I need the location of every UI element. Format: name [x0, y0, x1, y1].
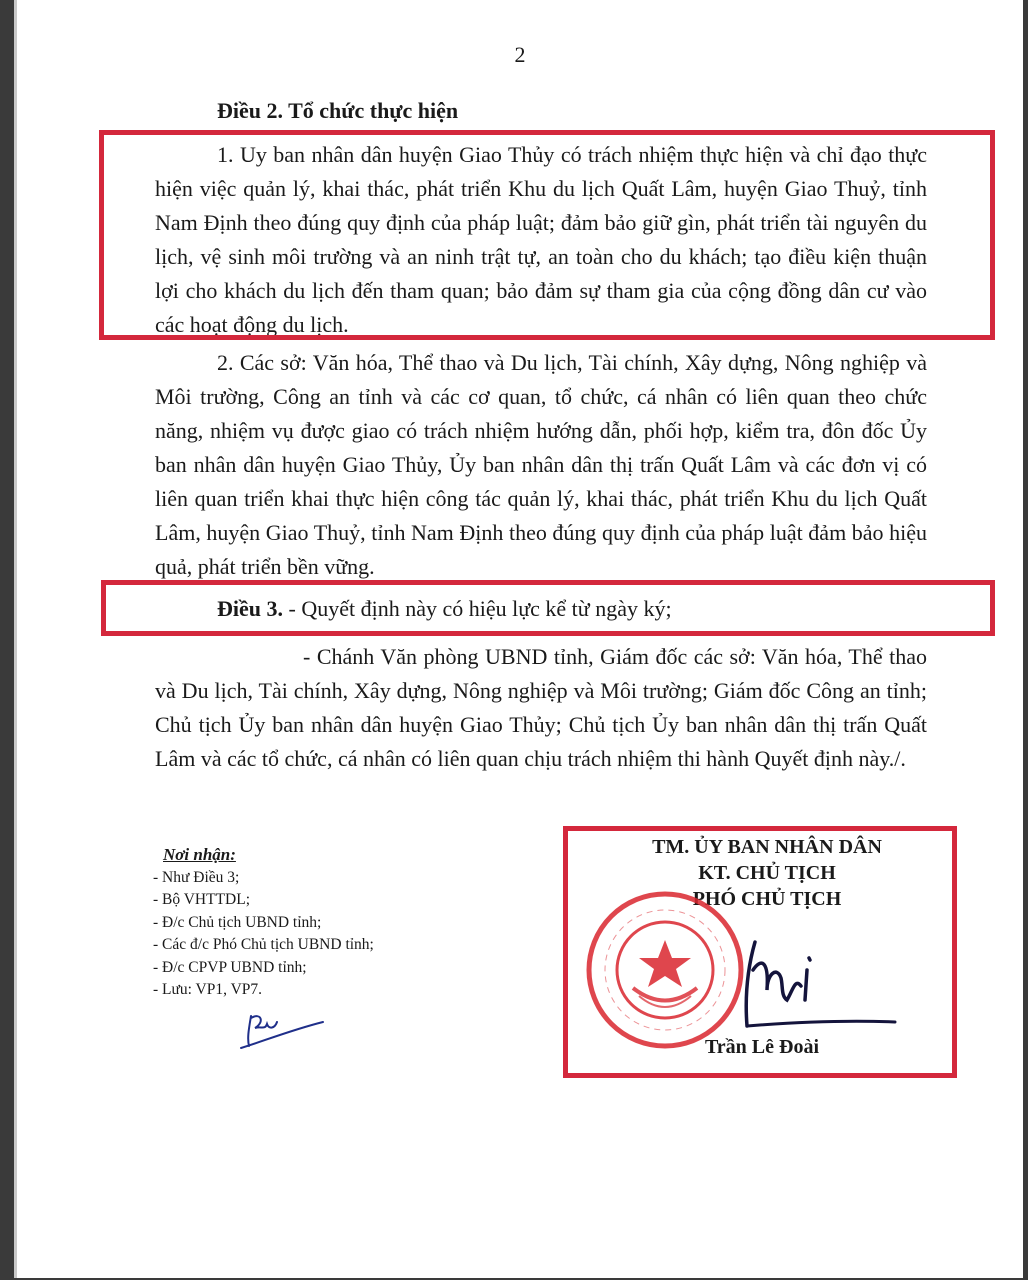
- recipient-item: - Các đ/c Phó Chủ tịch UBND tỉnh;: [153, 936, 374, 953]
- highlight-box-article-3: [101, 580, 995, 636]
- recipient-item: - Như Điều 3;: [153, 868, 240, 886]
- article-2-item-1: 1. Uy ban nhân dân huyện Giao Thủy có trách nhiệm thực hiện và chỉ đạo thực hiện việc quản lý, khai thác, phát triển Khu du lịch Quất Lâm, huyện Giao Thuỷ, tỉnh Nam Định theo đúng quy định của pháp luật; đảm bảo giữ gìn, phát triển tài nguyên du lịch, vệ sinh môi trường và an ninh trật tự, an toàn cho du khách; tạo điều kiện thuận lợi cho khách du lịch đến tham quan; bảo đảm sự tham gia của cộng đồng dân cư vào các hoạt động du lịch.: [155, 142, 927, 337]
- highlight-box-signature: [563, 826, 957, 1078]
- page-number: 2: [514, 42, 526, 67]
- recipient-item: - Đ/c CPVP UBND tỉnh;: [153, 958, 307, 976]
- recipient-item: - Bộ VHTTDL;: [153, 891, 251, 908]
- article-3-responsible: - Chánh Văn phòng UBND tỉnh, Giám đốc các sở: Văn hóa, Thể thao và Du lịch, Tài chính, Xây dựng, Nông nghiệp và Môi trường; Giám đốc Công an tỉnh; Chủ tịch Ủy ban nhân dân huyện Giao Thủy; Chủ tịch Ủy ban nhân dân thị trấn Quất Lâm và các tổ chức, cá nhân có liên quan chịu trách nhiệm thi hành Quyết định này./.: [155, 644, 927, 771]
- highlight-box-item-1: [99, 130, 995, 340]
- article-2-item-2: 2. Các sở: Văn hóa, Thể thao và Du lịch, Tài chính, Xây dựng, Nông nghiệp và Môi trường, Công an tỉnh và các cơ quan, tổ chức, cá nhân có liên quan theo chức năng, nhiệm vụ được giao có trách nhiệm hướng dẫn, phối hợp, kiểm tra, đôn đốc Ủy ban nhân dân huyện Giao Thủy, Ủy ban nhân dân thị trấn Quất Lâm và các đơn vị có liên quan triển khai thực hiện công tác quản lý, khai thác, phát triển Khu du lịch Quất Lâm, huyện Giao Thuỷ, tỉnh Nam Định theo đúng quy định của pháp luật đảm bảo hiệu quả, phát triển bền vững.: [155, 350, 927, 579]
- signer-name: Trần Lê Đoài: [704, 1036, 820, 1058]
- article-3-label: Điều 3.: [217, 596, 283, 621]
- recipients-block: [153, 844, 374, 1002]
- initial-signature-icon: [231, 1006, 331, 1056]
- sig-line-3: PHÓ CHỦ TỊCH: [692, 888, 842, 910]
- sig-line-1: TM. ỦY BAN NHÂN DÂN: [652, 836, 882, 858]
- recipients-title: Nơi nhận:: [163, 845, 236, 864]
- recipient-item: - Lưu: VP1, VP7.: [153, 981, 263, 998]
- article-2-heading: Điều 2. Tổ chức thực hiện: [217, 98, 459, 123]
- article-3-effect: - Quyết định này có hiệu lực kể từ ngày ký;: [288, 596, 672, 621]
- recipient-item: - Đ/c Chủ tịch UBND tỉnh;: [153, 913, 322, 931]
- sig-line-2: KT. CHỦ TỊCH: [698, 862, 836, 884]
- document-page: [14, 0, 1023, 1278]
